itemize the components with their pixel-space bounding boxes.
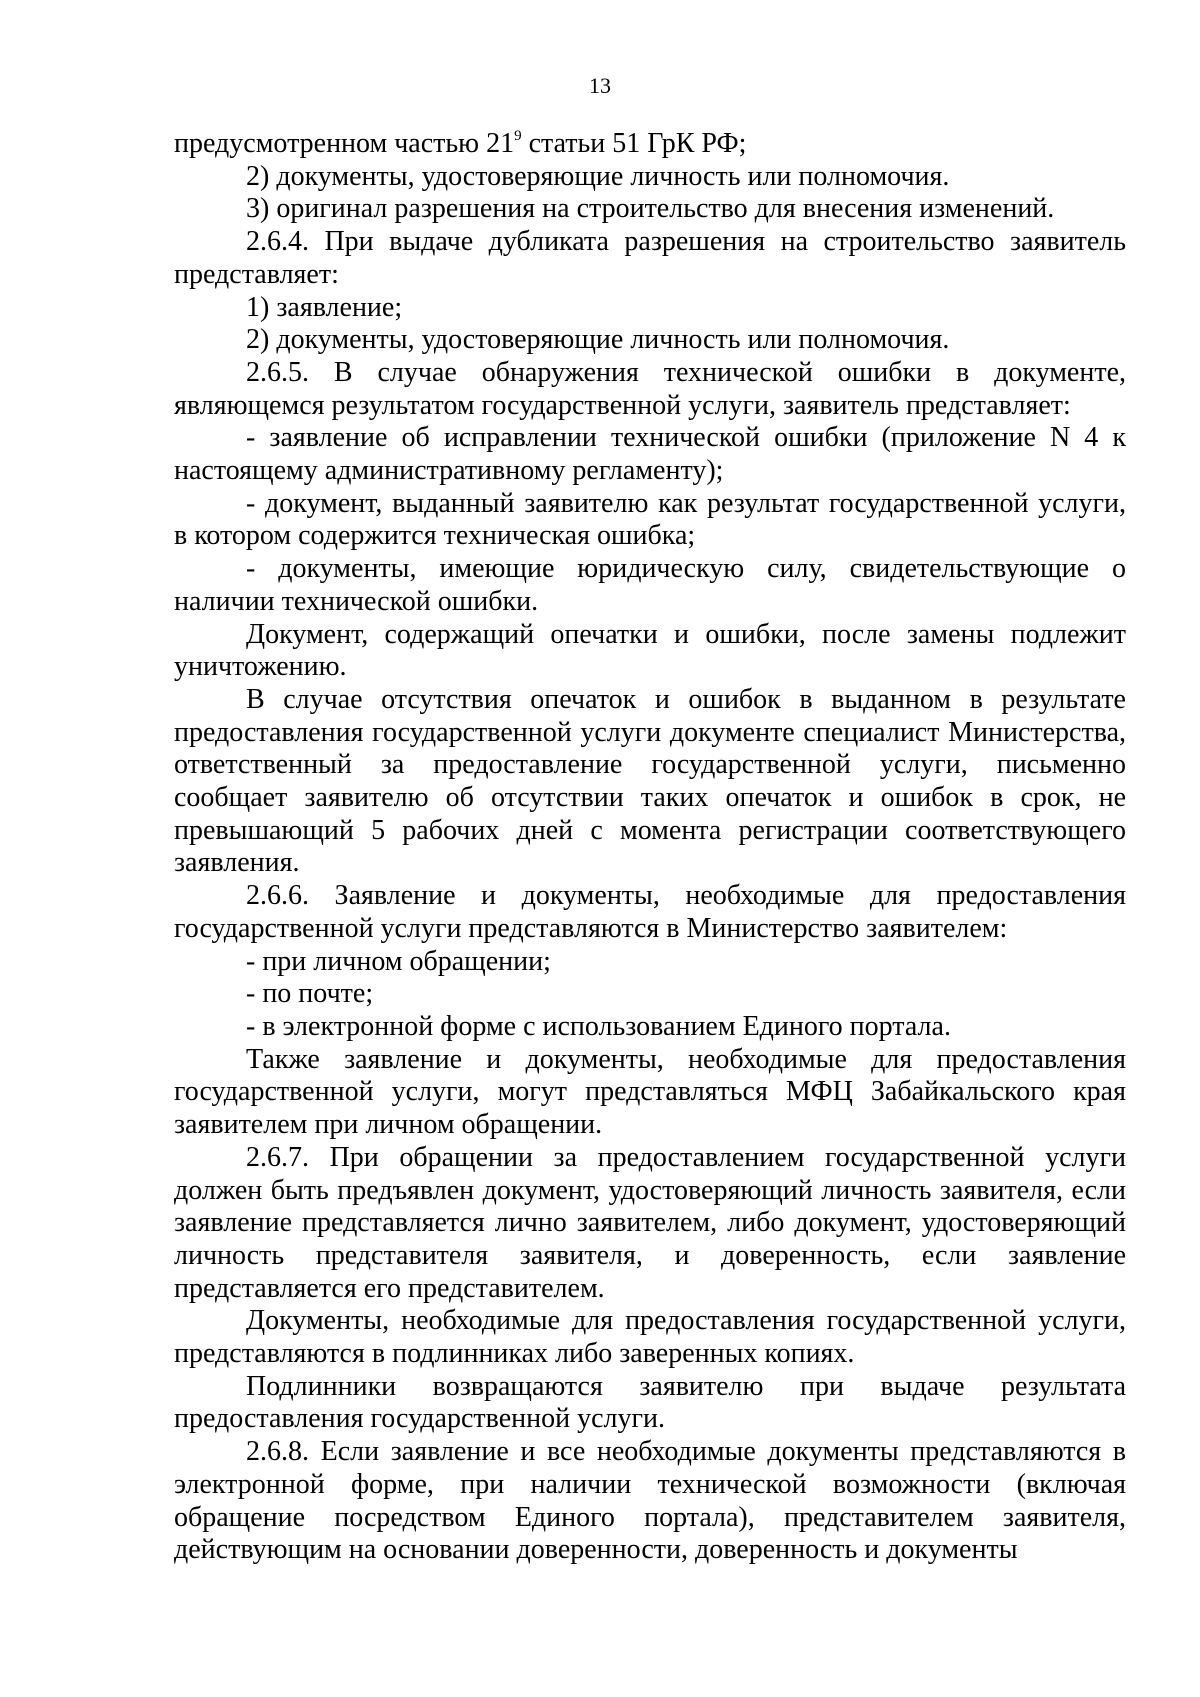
paragraph: В случае отсутствия опечаток и ошибок в выданном в результате предоставления государственной услуги документе специалист Министерства, ответственный за предоставление государственной услуги, письменно сообщает заявителю об отсутствии таких опечаток и ошибок в срок, не превышающий 5 рабочих дней с момента регистрации соответствующего заявления.: [174, 683, 1126, 879]
paragraph: Документы, необходимые для предоставления государственной услуги, представляются в подлинниках либо заверенных копиях.: [174, 1305, 1126, 1370]
paragraph: - при личном обращении;: [246, 945, 551, 977]
paragraph: [174, 128, 1126, 161]
paragraph: 2.6.8. Если заявление и все необходимые документы представляются в электронной форме, при наличии технической возможности (включая обращение посредством Единого портала), представителем заявителя, действующим на основании доверенности, доверенность и документы: [174, 1436, 1126, 1566]
paragraph: 1) заявление;: [246, 291, 403, 323]
paragraph: 2.6.7. При обращении за предоставлением государственной услуги должен быть предъявлен документ, удостоверяющий личность заявителя, если заявление представляется лично заявителем, либо документ, удостоверяющий личность представителя заявителя, и доверенность, если заявление представляется его представителем.: [174, 1141, 1126, 1304]
paragraph: Документ, содержащий опечатки и ошибки, после замены подлежит уничтожению.: [174, 618, 1126, 683]
page-number: 13: [589, 73, 611, 98]
paragraph: 2.6.4. При выдаче дубликата разрешения на строительство заявитель представляет:: [174, 226, 1126, 290]
paragraph-text: предусмотренном частью 21: [174, 128, 515, 159]
paragraph-text-continued: статьи 51 ГрК РФ;: [521, 128, 747, 159]
paragraph: - заявление об исправлении технической ошибки (приложение N 4 к настоящему административному регламенту);: [174, 422, 1126, 487]
paragraph: - в электронной форме с использованием Единого портала.: [246, 1010, 951, 1042]
paragraph: - по почте;: [246, 978, 374, 1010]
document-body: [174, 128, 1126, 1567]
paragraph: - документ, выданный заявителю как результат государственной услуги, в котором содержится техническая ошибка;: [174, 487, 1126, 552]
paragraph: Также заявление и документы, необходимые для предоставления государственной услуги, могут представляться МФЦ Забайкальского края заявителем при личном обращении.: [174, 1043, 1126, 1141]
superscript: 9: [514, 128, 522, 144]
paragraph: 2.6.5. В случае обнаружения технической ошибки в документе, являющемся результатом государственной услуги, заявитель представляет:: [174, 356, 1126, 421]
paragraph: Подлинники возвращаются заявителю при выдаче результата предоставления государственной услуги.: [174, 1370, 1126, 1435]
paragraph: 2) документы, удостоверяющие личность или полномочия.: [246, 324, 950, 356]
paragraph: 2.6.6. Заявление и документы, необходимые для предоставления государственной услуги представляются в Министерство заявителем:: [174, 880, 1126, 944]
paragraph: 3) оригинал разрешения на строительство для внесения изменений.: [246, 193, 1055, 225]
paragraph: - документы, имеющие юридическую силу, свидетельствующие о наличии технической ошибки.: [174, 553, 1126, 617]
paragraph: 2) документы, удостоверяющие личность или полномочия.: [246, 160, 950, 192]
